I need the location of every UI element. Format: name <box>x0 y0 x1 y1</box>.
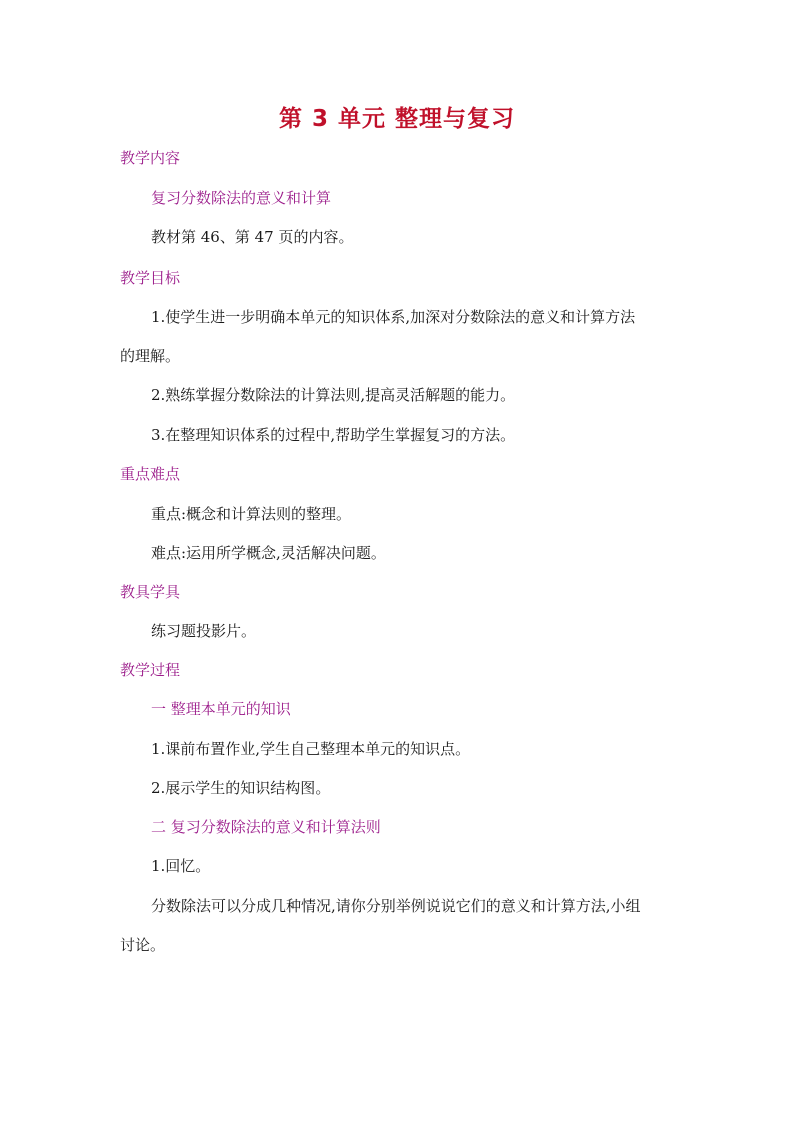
goal-item-2: 2.熟练掌握分数除法的计算法则,提高灵活解题的能力。 <box>151 386 516 404</box>
goal-item-3: 3.在整理知识体系的过程中,帮助学生掌握复习的方法。 <box>151 426 516 444</box>
goal-item-1-line-2: 的理解。 <box>120 347 181 365</box>
heading-teaching-process: 教学过程 <box>120 661 181 679</box>
process-part-2-paragraph-line-1: 分数除法可以分成几种情况,请你分别举例说说它们的意义和计算方法,小组 <box>151 897 641 915</box>
heading-teaching-goals: 教学目标 <box>120 269 181 287</box>
difficult-point-text: 难点:运用所学概念,灵活解决问题。 <box>151 544 386 562</box>
heading-teaching-content: 教学内容 <box>120 149 181 167</box>
process-part-1-subtitle: 一 整理本单元的知识 <box>151 700 291 718</box>
heading-teaching-tools: 教具学具 <box>120 583 181 601</box>
heading-key-points: 重点难点 <box>120 465 181 483</box>
process-part-1-item-2: 2.展示学生的知识结构图。 <box>151 779 331 797</box>
subtitle-review-topic: 复习分数除法的意义和计算 <box>151 189 332 207</box>
tools-text: 练习题投影片。 <box>151 622 257 640</box>
process-part-1-item-1: 1.课前布置作业,学生自己整理本单元的知识点。 <box>151 740 471 758</box>
process-part-2-paragraph-line-2: 讨论。 <box>120 936 166 954</box>
page-title: 第 3 单元 整理与复习 <box>278 106 516 132</box>
goal-item-1-line-1: 1.使学生进一步明确本单元的知识体系,加深对分数除法的意义和计算方法 <box>151 308 636 326</box>
process-part-2-subtitle: 二 复习分数除法的意义和计算法则 <box>151 818 381 836</box>
process-part-2-item-1: 1.回忆。 <box>151 857 211 875</box>
key-point-text: 重点:概念和计算法则的整理。 <box>151 505 352 523</box>
content-text: 教材第 46、第 47 页的内容。 <box>151 228 354 246</box>
